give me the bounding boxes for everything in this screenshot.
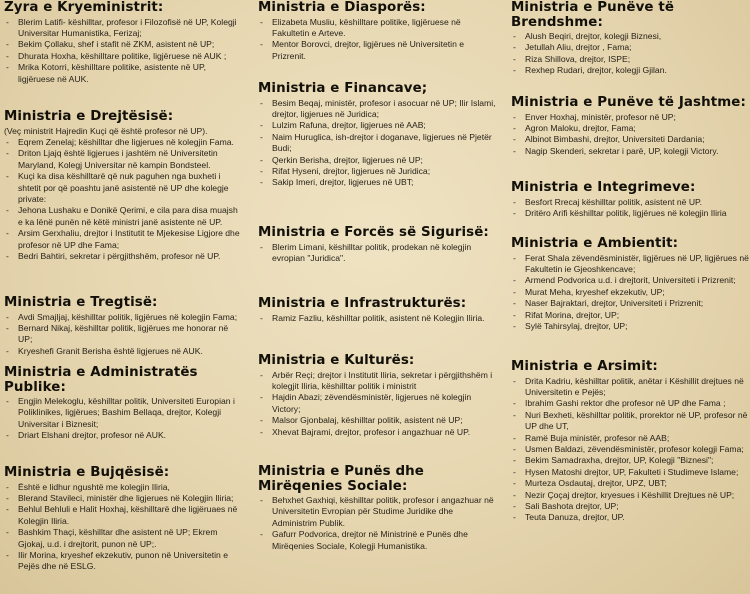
ministry-section	[258, 354, 498, 438]
staff-entry: - Armend Podvorica u.d. i drejtorit, Universiteti i Prizrenit;	[511, 275, 749, 286]
staff-entry: - Kryeshefi Granit Berisha është ligjerues në AUK.	[4, 346, 244, 357]
staff-entry: - Jehona Lushaku e Donikë Qerimi, e cila para disa muajsh e ka lënë punën në këtë ministri janë asistente në UP.	[4, 205, 244, 228]
ministry-title: Zyra e Kryeministrit:	[4, 0, 164, 15]
staff-entry: - Jetullah Aliu, drejtor , Fama;	[511, 42, 749, 53]
staff-entry: - Rifat Hyseni, drejtor, ligjerues në Juridica;	[258, 166, 498, 177]
staff-entry: - Alush Beqiri, drejtor, kolegji Biznesi,	[511, 31, 749, 42]
ministry-title: Ministria e Drejtësisë:	[4, 109, 174, 124]
staff-list	[258, 17, 498, 63]
staff-entry: - Riza Shillova, drejtor, ISPE;	[511, 54, 749, 65]
ministry-title: Ministria e Ambientit:	[511, 236, 679, 251]
staff-entry: - Sali Bashota drejtor, UP;	[511, 501, 749, 512]
staff-entry: - Albinot Bimbashi, drejtor, Universiteti Dardania;	[511, 134, 749, 145]
ministry-title: Ministria e Forcës së Sigurisë:	[258, 225, 489, 240]
staff-entry: - Bekim Çollaku, shef i stafit në ZKM, asistent në UP;	[4, 39, 244, 50]
staff-list	[258, 98, 498, 189]
staff-list	[4, 17, 244, 85]
staff-entry: - Ibrahim Gashi rektor dhe profesor në UP dhe Fama ;	[511, 398, 749, 409]
ministry-title: Ministria e Diasporës:	[258, 0, 426, 15]
staff-list	[4, 312, 244, 358]
staff-entry: - Behlul Behluli e Halit Hoxhaj, këshilltarë dhe ligjëruaes në Kolegjin Iliria.	[4, 504, 244, 527]
staff-entry: - Besim Beqaj, ministër, profesor i asocuar në UP; Ilir Islami, drejtor, ligjerues në Juridica;	[258, 98, 498, 121]
ministry-section	[4, 296, 244, 357]
staff-entry: - Naim Huruglica, ish-drejtor i doganave, ligjerues në Pjetër Budi;	[258, 132, 498, 155]
staff-entry: - Qerkin Berisha, drejtor, ligjerues në UP;	[258, 155, 498, 166]
staff-entry: - Blerim Limani, këshilltar politik, prodekan në kolegjin evropian "Juridica".	[258, 242, 498, 265]
staff-entry: - Është e lidhur ngushtë me kolegjin Iliria,	[4, 482, 244, 493]
ministry-title: Ministria e Punëve të Brendshme:	[511, 0, 675, 30]
ministry-title: Ministria e Integrimeve:	[511, 180, 696, 195]
staff-entry: - Blerim Latifi- këshilltar, profesor i Filozofisë në UP, Kolegji Universitar Humanistika, Ferizaj;	[4, 17, 244, 40]
ministry-title: Ministria e Arsimit:	[511, 359, 658, 374]
staff-entry: - Murteza Osdautaj, drejtor, UPZ, UBT;	[511, 478, 749, 489]
staff-entry: - Dritëro Arifi këshilltar politik, ligjërues në kolegjin Iliria	[511, 208, 749, 219]
ministry-title: Ministria e Infrastrukturës:	[258, 296, 467, 311]
ministry-section	[258, 1, 498, 62]
staff-entry: - Eqrem Zenelaj; këshilltar dhe ligjerues në kolegjin Fama.	[4, 137, 244, 148]
staff-list	[511, 31, 749, 77]
ministry-section	[4, 466, 244, 573]
staff-list	[4, 396, 244, 442]
staff-entry: - Xhevat Bajrami, drejtor, profesor i angazhuar në UP.	[258, 427, 498, 438]
staff-entry: - Elizabeta Musliu, këshilltare politike, ligjëruese në Fakultetin e Arteve.	[258, 17, 498, 40]
staff-entry: - Ramë Buja ministër, profesor në AAB;	[511, 433, 749, 444]
staff-entry: - Arbër Reçi; drejtor i Institutit Iliria, sekretar i përgjithshëm i kolegjit Iliria, këshilltar politik i ministrit	[258, 370, 498, 393]
ministry-title: Ministria e Punëve të Jashtme:	[511, 95, 746, 110]
staff-entry: - Hajdin Abazi; zëvendësministër, ligjerues në kolegjin Victory;	[258, 392, 498, 415]
staff-entry: - Mentor Borovci, drejtor, ligjërues në Universitetin e Prizrenit.	[258, 39, 498, 62]
staff-entry: - Enver Hoxhaj, ministër, profesor në UP;	[511, 112, 749, 123]
ministry-title: Ministria e Kulturës:	[258, 353, 415, 368]
section-note: (Veç ministrit Hajredin Kuçi që është profesor në UP).	[4, 125, 208, 136]
staff-entry: - Rexhep Rudari, drejtor, kolegji Gjilan.	[511, 65, 749, 76]
staff-entry: - Hysen Matoshi drejtor, UP, Fakulteti i Studimeve Islame;	[511, 467, 749, 478]
ministry-section	[511, 1, 749, 77]
ministry-section	[258, 82, 498, 189]
ministry-title: Ministria e Financave;	[258, 81, 428, 96]
staff-entry: - Behxhet Gaxhiqi, këshilltar politik, profesor i angazhuar në Universitetin Evropian për Studime Juridike dhe Administrim Publik.	[258, 495, 498, 529]
staff-entry: - Lulzim Rafuna, drejtor, ligjerues në AAB;	[258, 120, 498, 131]
ministry-section	[4, 366, 244, 442]
staff-entry: - Agron Maloku, drejtor, Fama;	[511, 123, 749, 134]
staff-entry: - Blerand Stavileci, ministër dhe ligjerues në Kolegjin Iliria;	[4, 493, 244, 504]
staff-entry: - Gafurr Podvorica, drejtor në Ministrinë e Punës dhe Mirëqenies Sociale, Kolegji Humanistika.	[258, 529, 498, 552]
staff-entry: - Malsor Gjonbalaj, këshilltar politik, asistent në UP;	[258, 415, 498, 426]
staff-entry: - Driart Elshani drejtor, profesor në AUK.	[4, 430, 244, 441]
staff-entry: - Mrika Kotorri, këshilltare politike, asistente në UP, ligjëruese në AUK.	[4, 62, 244, 85]
ministry-section	[511, 237, 749, 332]
staff-entry: - Bashkim Thaçi, këshilltar dhe asistent në UP; Ekrem Gjokaj, u.d. i drejtorit, punon në UP;.	[4, 527, 244, 550]
staff-entry: - Bekim Samadraxha, drejtor, UP, Kolegji "Biznesi";	[511, 455, 749, 466]
staff-entry: - Nuri Bexheti, këshilltar politik, prorektor në UP, profesor në UP dhe UT,	[511, 410, 749, 433]
staff-entry: - Kuçi ka disa këshilltarë që nuk paguhen nga buxheti i shtetit por që poashtu janë asistentë në UP dhe kolegje private:	[4, 171, 244, 205]
staff-entry: - Driton Ljajq është ligjerues i jashtëm në Universitetin Maryland, Kolegj Universitar në kampin Bondsteel.	[4, 148, 244, 171]
ministry-section	[258, 297, 498, 324]
staff-entry: - Bernard Nikaj, këshilltar politik, ligjërues me honorar në UP;	[4, 323, 244, 346]
ministry-section	[511, 96, 749, 157]
staff-list	[258, 495, 498, 552]
staff-entry: - Arsim Gerxhaliu, drejtor i Institutit te Mjekesise Ligjore dhe profesor në UP dhe Fama;	[4, 228, 244, 251]
staff-list	[4, 126, 244, 263]
staff-list	[258, 313, 498, 324]
staff-list	[511, 253, 749, 333]
staff-list	[511, 112, 749, 158]
staff-entry: - Dhurata Hoxha, këshilltare politike, ligjëruese në AUK ;	[4, 51, 244, 62]
ministry-title: Ministria e Bujqësisë:	[4, 465, 170, 480]
ministry-section	[511, 360, 749, 524]
ministry-section	[258, 226, 498, 264]
ministry-title: Ministria e Administratës Publike:	[4, 365, 198, 395]
staff-entry: - Besfort Rrecaj këshilltar politik, asistent në UP.	[511, 197, 749, 208]
ministry-section	[258, 465, 498, 552]
staff-entry: - Engjin Melekoglu, këshilltar politik, Universiteti Europian i Poliklinikes, ligjërues; Bashim Bellaqa, drejtor, Kolegji Universitar i Biznesit;	[4, 396, 244, 430]
staff-entry: - Murat Meha, kryeshef ekzekutiv, UP;	[511, 287, 749, 298]
staff-entry: - Naser Bajraktari, drejtor, Universiteti i Prizrenit;	[511, 298, 749, 309]
staff-entry: - Rifat Morina, drejtor, UP;	[511, 310, 749, 321]
staff-list	[4, 482, 244, 573]
staff-entry: - Avdi Smajljaj, këshilltar politik, ligjërues në kolegjin Fama;	[4, 312, 244, 323]
staff-list	[511, 197, 749, 220]
staff-entry: - Nagip Skenderi, sekretar i parë, UP, kolegji Victory.	[511, 146, 749, 157]
staff-entry: - Sakip Imeri, drejtor, ligjerues në UBT;	[258, 177, 498, 188]
staff-entry: - Ramiz Fazliu, këshilltar politik, asistent në Kolegjin Iliria.	[258, 313, 498, 324]
ministry-title: Ministria e Punës dhe Mirëqenies Sociale:	[258, 464, 424, 494]
staff-list	[258, 370, 498, 438]
staff-entry: - Usmen Baldazi, zëvendësministër, profesor kolegji Fama;	[511, 444, 749, 455]
staff-list	[511, 376, 749, 524]
staff-entry: - Teuta Danuza, drejtor, UP.	[511, 512, 749, 523]
ministry-section	[4, 110, 244, 262]
staff-entry: - Drita Kadriu, këshilltar politik, anëtar i Këshillit drejtues në Universitetin e Pejës;	[511, 376, 749, 399]
ministry-title: Ministria e Tregtisë:	[4, 295, 158, 310]
staff-entry: - Nezir Çoçaj drejtor, kryesues i Këshillit Drejtues në UP;	[511, 490, 749, 501]
ministry-section	[511, 181, 749, 219]
ministry-section	[4, 1, 244, 85]
staff-entry: - Sylë Tahirsylaj, drejtor, UP;	[511, 321, 749, 332]
staff-entry: - Ferat Shala zëvendësministër, ligjërues në UP, ligjërues në Fakultetin ie Gjeoshkencave;	[511, 253, 749, 276]
staff-entry: - Bedri Bahtiri, sekretar i përgjithshëm, profesor në UP.	[4, 251, 244, 262]
staff-list	[258, 242, 498, 265]
staff-entry: - Ilir Morina, kryeshef ekzekutiv, punon në Universitetin e Pejës dhe në ESLG.	[4, 550, 244, 573]
